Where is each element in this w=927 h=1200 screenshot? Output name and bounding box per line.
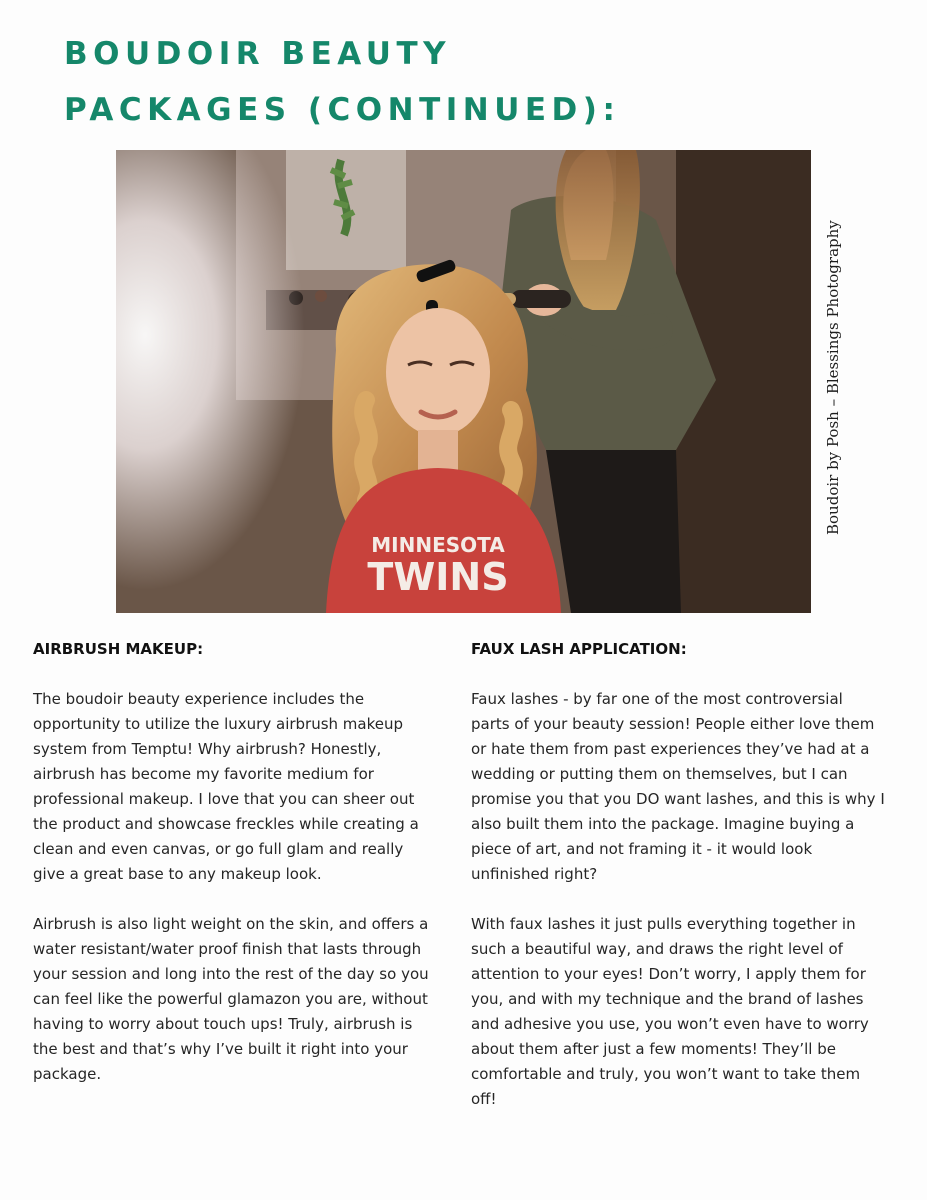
airbrush-heading: AIRBRUSH MAKEUP: (33, 640, 204, 658)
shirt-text-line-2: TWINS (367, 555, 509, 599)
airbrush-paragraph-1: The boudoir beauty experience includes the opportunity to utilize the luxury airbrush makeup system from Temptu! Why airbrush? Honestly, airbrush has become my favorite medium for professional makeup. I love that you can sheer out the product and showcase freckles while creating a clean and even canvas, or go full glam and really give a great base to any makeup look. (33, 690, 419, 883)
page-title-line-1: BOUDOIR BEAUTY (64, 36, 452, 72)
shirt-text-line-1: MINNESOTA (371, 533, 505, 557)
faux-lash-heading: FAUX LASH APPLICATION: (471, 640, 687, 658)
hair-styling-photo (116, 150, 811, 613)
photo-illustration (116, 150, 811, 613)
faux-lash-paragraph-2: With faux lashes it just pulls everything together in such a beautiful way, and draws the right level of attention to your eyes! Don’t worry, I apply them for you, and with my technique and the brand of lashes and adhesive you use, you won’t even have to worry about them after just a few moments! They’ll be comfortable and truly, you won’t want to take them off! (471, 915, 869, 1108)
faux-lash-section (471, 637, 886, 1137)
airbrush-paragraph-2: Airbrush is also light weight on the skin, and offers a water resistant/water proof finish that lasts through your session and long into the rest of the day so you can feel like the powerful glamazon you are, without having to worry about touch ups! Truly, airbrush is the best and that’s why I’ve built it right into your package. (33, 915, 429, 1083)
page-title (64, 26, 884, 138)
photo-credit: Boudoir by Posh – Blessings Photography (824, 220, 842, 535)
airbrush-makeup-section (33, 637, 433, 1112)
page-title-line-2: PACKAGES (CONTINUED): (64, 92, 621, 128)
faux-lash-paragraph-1: Faux lashes - by far one of the most controversial parts of your beauty session! People either love them or hate them from past experiences they’ve had at a wedding or putting them on themselves, but I can promise you that you DO want lashes, and this is why I also built them into the package. Imagine buying a piece of art, and not framing it - it would look unfinished right? (471, 690, 885, 883)
